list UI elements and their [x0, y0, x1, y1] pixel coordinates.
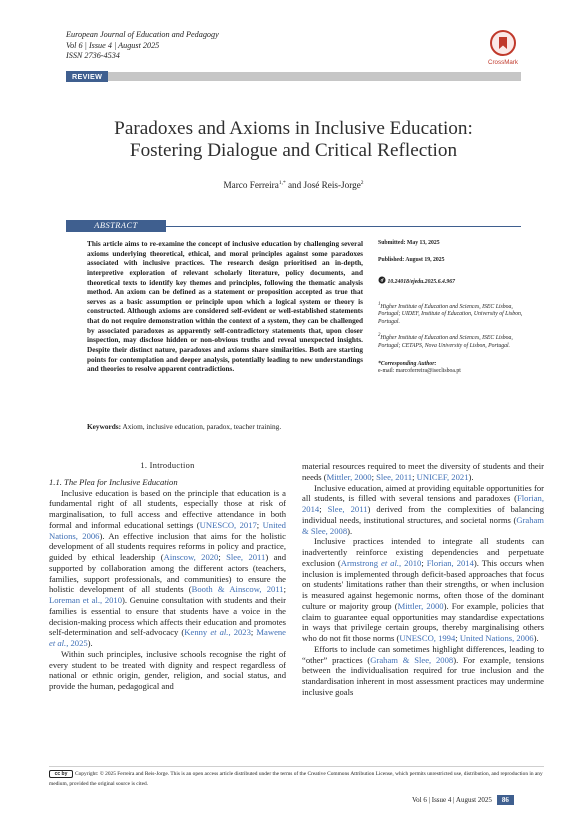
citation-link[interactable]: UNICEF, 2021	[416, 471, 469, 482]
section-label: REVIEW	[66, 71, 108, 82]
doi-icon	[378, 276, 386, 284]
citation-link[interactable]: UNESCO, 1994	[399, 633, 456, 643]
journal-name: European Journal of Education and Pedagogy	[66, 30, 219, 39]
author-1-affiliation: 1,*	[278, 180, 286, 186]
page-number: 86	[497, 795, 514, 805]
citation-link[interactable]: Graham & Slee, 2008	[370, 654, 454, 665]
keywords-label: Keywords:	[87, 422, 122, 431]
subsection-heading: 1.1. The Plea for Inclusive Education	[49, 476, 178, 487]
body-column-left	[49, 461, 286, 692]
citation-link[interactable]: Graham & Slee, 2008	[302, 514, 544, 536]
abstract-text: This article aims to re-examine the concept of inclusive education by challenging several axioms underlying theoretical, ethical, and moral principles against some paradoxes associated with inclusive practices. The research design prioritised an in-depth, interpretive exploration of relevant scholarly literature, policy documents, and theoretical texts to identify key themes and principles, following the thematic analysis method. An axiom can be defined as a statement or proposition accepted as true that serves as a basic assumption or principle upon which a logical system or theory is constructed. Although axioms are considered self-evident or well-established statements that do not require demonstration within the context of a system, they can be challenged by associated paradoxes as apparently self-contradictory statements that, upon closer inspection, may disclose hidden or non-obvious truths and reveal unexpected insights. Despite their distinct nature, paradoxes and axioms share similarities. Both are starting points for contemplation and deeper analysis, potentially leading to new understandings and theories to resolve apparent contradictions.	[87, 240, 363, 374]
affiliation-2: $^2$Higher Institute of Education and Sciences, ISEC Lisboa, Portugal; CETAPS, Nova University of Lisbon, Portugal.	[378, 333, 513, 349]
citation-link[interactable]: Ainscow, 2020	[163, 552, 219, 562]
article-sidebar	[378, 240, 523, 376]
citation-link[interactable]: Slee, 2011	[226, 552, 266, 562]
citation-link[interactable]: Booth & Ainscow, 2011	[191, 584, 284, 595]
title-line-1: Paradoxes and Axioms in Inclusive Education:	[114, 118, 473, 139]
crossmark-label: CrossMark	[488, 59, 518, 66]
title-line-2: Fostering Dialogue and Critical Reflection	[129, 140, 458, 161]
citation-link[interactable]: United Nations, 2006	[49, 519, 286, 541]
keywords-text: Axiom, inclusive education, paradox, teacher training.	[121, 422, 282, 431]
citation-link[interactable]: United Nations, 2006	[459, 633, 534, 643]
paragraph: Inclusive education, aimed at providing equitable opportunities for all students, is filled with several tensions and paradoxes (Florian, 2014; Slee, 2011) derived from the complexities of balancing individual needs, institutional structures, and societal norms (Graham & Slee, 2008).	[302, 482, 545, 536]
citation-link[interactable]: Armstrong et al., 2010	[340, 557, 422, 568]
crossmark-icon	[490, 30, 516, 56]
paragraph: Inclusive practices intended to integrate all students can inadvertently reinforce existing dependencies and perpetuate exclusion (Armstrong et al., 2010; Florian, 2014). This occurs when inclusion is implemented through deficit-based approaches that focus on students' limitations rather than their strengths, or when inclusion is measured against hegemonic norms, often those of the dominant culture or majority group (Mittler, 2000). For example, policies that claim to guarantee equal opportunities may standardise expectations in ways that privilege certain groups, thereby marginalising others who do not fit those norms (UNESCO, 1994; United Nations, 2006).	[302, 536, 545, 643]
section-heading: 1. Introduction	[140, 461, 195, 470]
citation-link[interactable]: Loreman et al., 2010	[49, 595, 123, 605]
corresponding-email[interactable]: e-mail: marcoferreira@iseclisboa.pt	[378, 368, 461, 375]
submitted-date: Submitted: May 13, 2025	[378, 240, 440, 246]
bookmark-icon	[496, 36, 510, 50]
citation-link[interactable]: Mittler, 2000	[397, 600, 444, 611]
paragraph: Within such principles, inclusive schools recognise the right of every student to be treated with dignity and respect regardless of national or ethnic origin, gender, religion, and social status, and provide the human, pedagogical and	[49, 648, 286, 691]
keywords	[87, 422, 507, 431]
body-column-right	[302, 461, 544, 698]
corresponding-label: *Corresponding Author:	[378, 360, 437, 367]
published-date: Published: August 19, 2025	[378, 256, 445, 263]
footer-rule	[49, 766, 544, 767]
doi-link[interactable]	[378, 276, 523, 287]
doi-text: 10.24018/ejedu.2025.6.4.967	[387, 279, 455, 286]
volume-issue: Vol 6 | Issue 4 | August 2025	[66, 40, 160, 50]
citation-link[interactable]: UNESCO, 2017	[199, 519, 257, 530]
crossmark-button[interactable]	[484, 30, 522, 66]
abstract-label: ABSTRACT	[66, 220, 166, 232]
author-separator: and	[285, 180, 304, 191]
cc-by-icon[interactable]: cc by	[49, 770, 73, 778]
affiliation-1: $^1$Higher Institute of Education and Sciences, ISEC Lisboa, Portugal; UIDEF, Institute of Education, University of Lisbon, Portugal.	[378, 301, 523, 325]
license-text: Copyright: © 2025 Ferreira and Reis-Jorge. This is an open access article distributed under the terms of the Creative Commons Attribution License, which permits unrestricted use, distribution, and reproduction in any medium, provided the original source is cited.	[49, 771, 543, 787]
license-notice	[49, 769, 549, 789]
citation-link[interactable]: Florian, 2014	[426, 557, 474, 568]
article-title	[66, 118, 521, 162]
citation-link[interactable]: Slee, 2011	[327, 504, 368, 514]
citation-link[interactable]: Florian, 2014	[302, 493, 544, 514]
page-footer	[412, 795, 514, 805]
author-line	[66, 180, 521, 190]
footer-issue: Vol 6 | Issue 4 | August 2025	[412, 796, 492, 804]
citation-link[interactable]: Mawene et al., 2025	[49, 627, 286, 648]
citation-link[interactable]: Slee, 2011	[376, 471, 413, 482]
section-bar	[66, 72, 521, 81]
author-2[interactable]: José Reis-Jorge	[303, 180, 361, 191]
paragraph: Inclusive education is based on the principle that education is a fundamental right of all students, especially those at risk of marginalisation, to full access and effective attendance in both formal and informal educational settings (UNESCO, 2017; United Nations, 2006). An effective inclusion that aims for the holistic development of all students requires reforms in policy and practice, guided by ethical leadership (Ainscow, 2020; Slee, 2011) and supported by collaboration among the different actors (teachers, families, support professionals, and communities) to ensure the holistic development of all students (Booth & Ainscow, 2011; Loreman et al., 2010). Genuine consultation with students and their families is essential to ensure that students have a voice in the decision-making process which affects their education and promotes self-determination and self-advocacy (Kenny et al., 2023; Mawene et al., 2025).	[49, 487, 286, 648]
journal-info	[66, 30, 219, 62]
citation-link[interactable]: Mittler, 2000	[326, 471, 372, 482]
author-2-affiliation: 2	[360, 180, 364, 186]
paragraph: material resources required to meet the diversity of students and their needs (Mittler, 2000; Slee, 2011; UNICEF, 2021).	[302, 461, 544, 482]
issn: ISSN 2736-4534	[66, 51, 120, 60]
citation-link[interactable]: Kenny et al., 2023	[184, 627, 251, 638]
author-1[interactable]: Marco Ferreira	[223, 180, 279, 191]
svg-text:d: d	[380, 277, 384, 283]
paragraph: Efforts to include can sometimes highlight differences, leading to “other” practices (Graham & Slee, 2008). For example, tensions between the individualisation required for true inclusion and the standardisation inherent in most assessment practices may undermine inclusive goals	[302, 643, 544, 697]
